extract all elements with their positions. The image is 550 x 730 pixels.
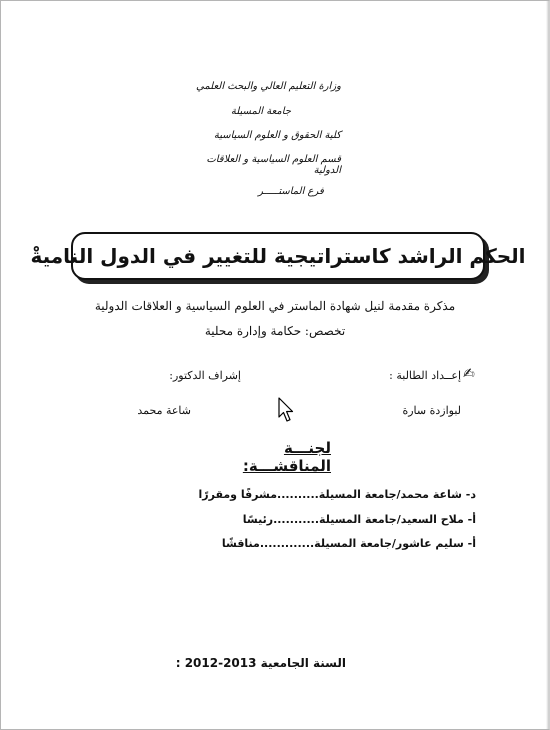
committee-member: أ- سليم عاشور/جامعة المسيلة.............مناقشًا	[221, 537, 476, 550]
supervisor-name: شاعة محمد	[137, 404, 191, 417]
title-box	[30, 232, 526, 280]
academic-year: السنة الجامعية 2013-2012 :	[175, 656, 346, 670]
student-name: لبوازدة سارة	[402, 404, 461, 417]
thesis-subtitle: مذكرة مقدمة لنيل شهادة الماستر في العلوم السياسية و العلاقات الدولية	[94, 299, 456, 313]
faculty-line: كلية الحقوق و العلوم السياسية	[213, 130, 341, 141]
branch-line: فرع الماستـــــر	[258, 186, 324, 197]
committee-member: د- شاعة محمد/جامعة المسيلة..........مشرفًا ومقررًا	[198, 488, 476, 501]
prepared-by-label: إعــداد الطالبة :	[389, 369, 461, 382]
ministry-line: وزارة التعليم العالي والبحث العلمي	[196, 81, 341, 92]
writing-hand-icon: ✍	[463, 366, 475, 382]
department-line: قسم العلوم السياسية و العلاقات الدولية	[206, 154, 341, 176]
specialty-line: تخصص: حكامة وإدارة محلية	[204, 324, 346, 338]
committee-member: أ- ملاح السعيد/جامعة المسيلة...........رئيسًا	[242, 513, 476, 526]
thesis-title: الحكم الراشد كاستراتيجية للتغيير في الدول الناميةْ	[30, 244, 526, 268]
supervisor-label: إشراف الدكتور:	[169, 369, 241, 382]
committee-title: لجنـــة المناقشـــة:	[242, 439, 331, 475]
university-line: جامعة المسيلة	[230, 106, 291, 117]
mouse-cursor-icon	[278, 397, 294, 427]
